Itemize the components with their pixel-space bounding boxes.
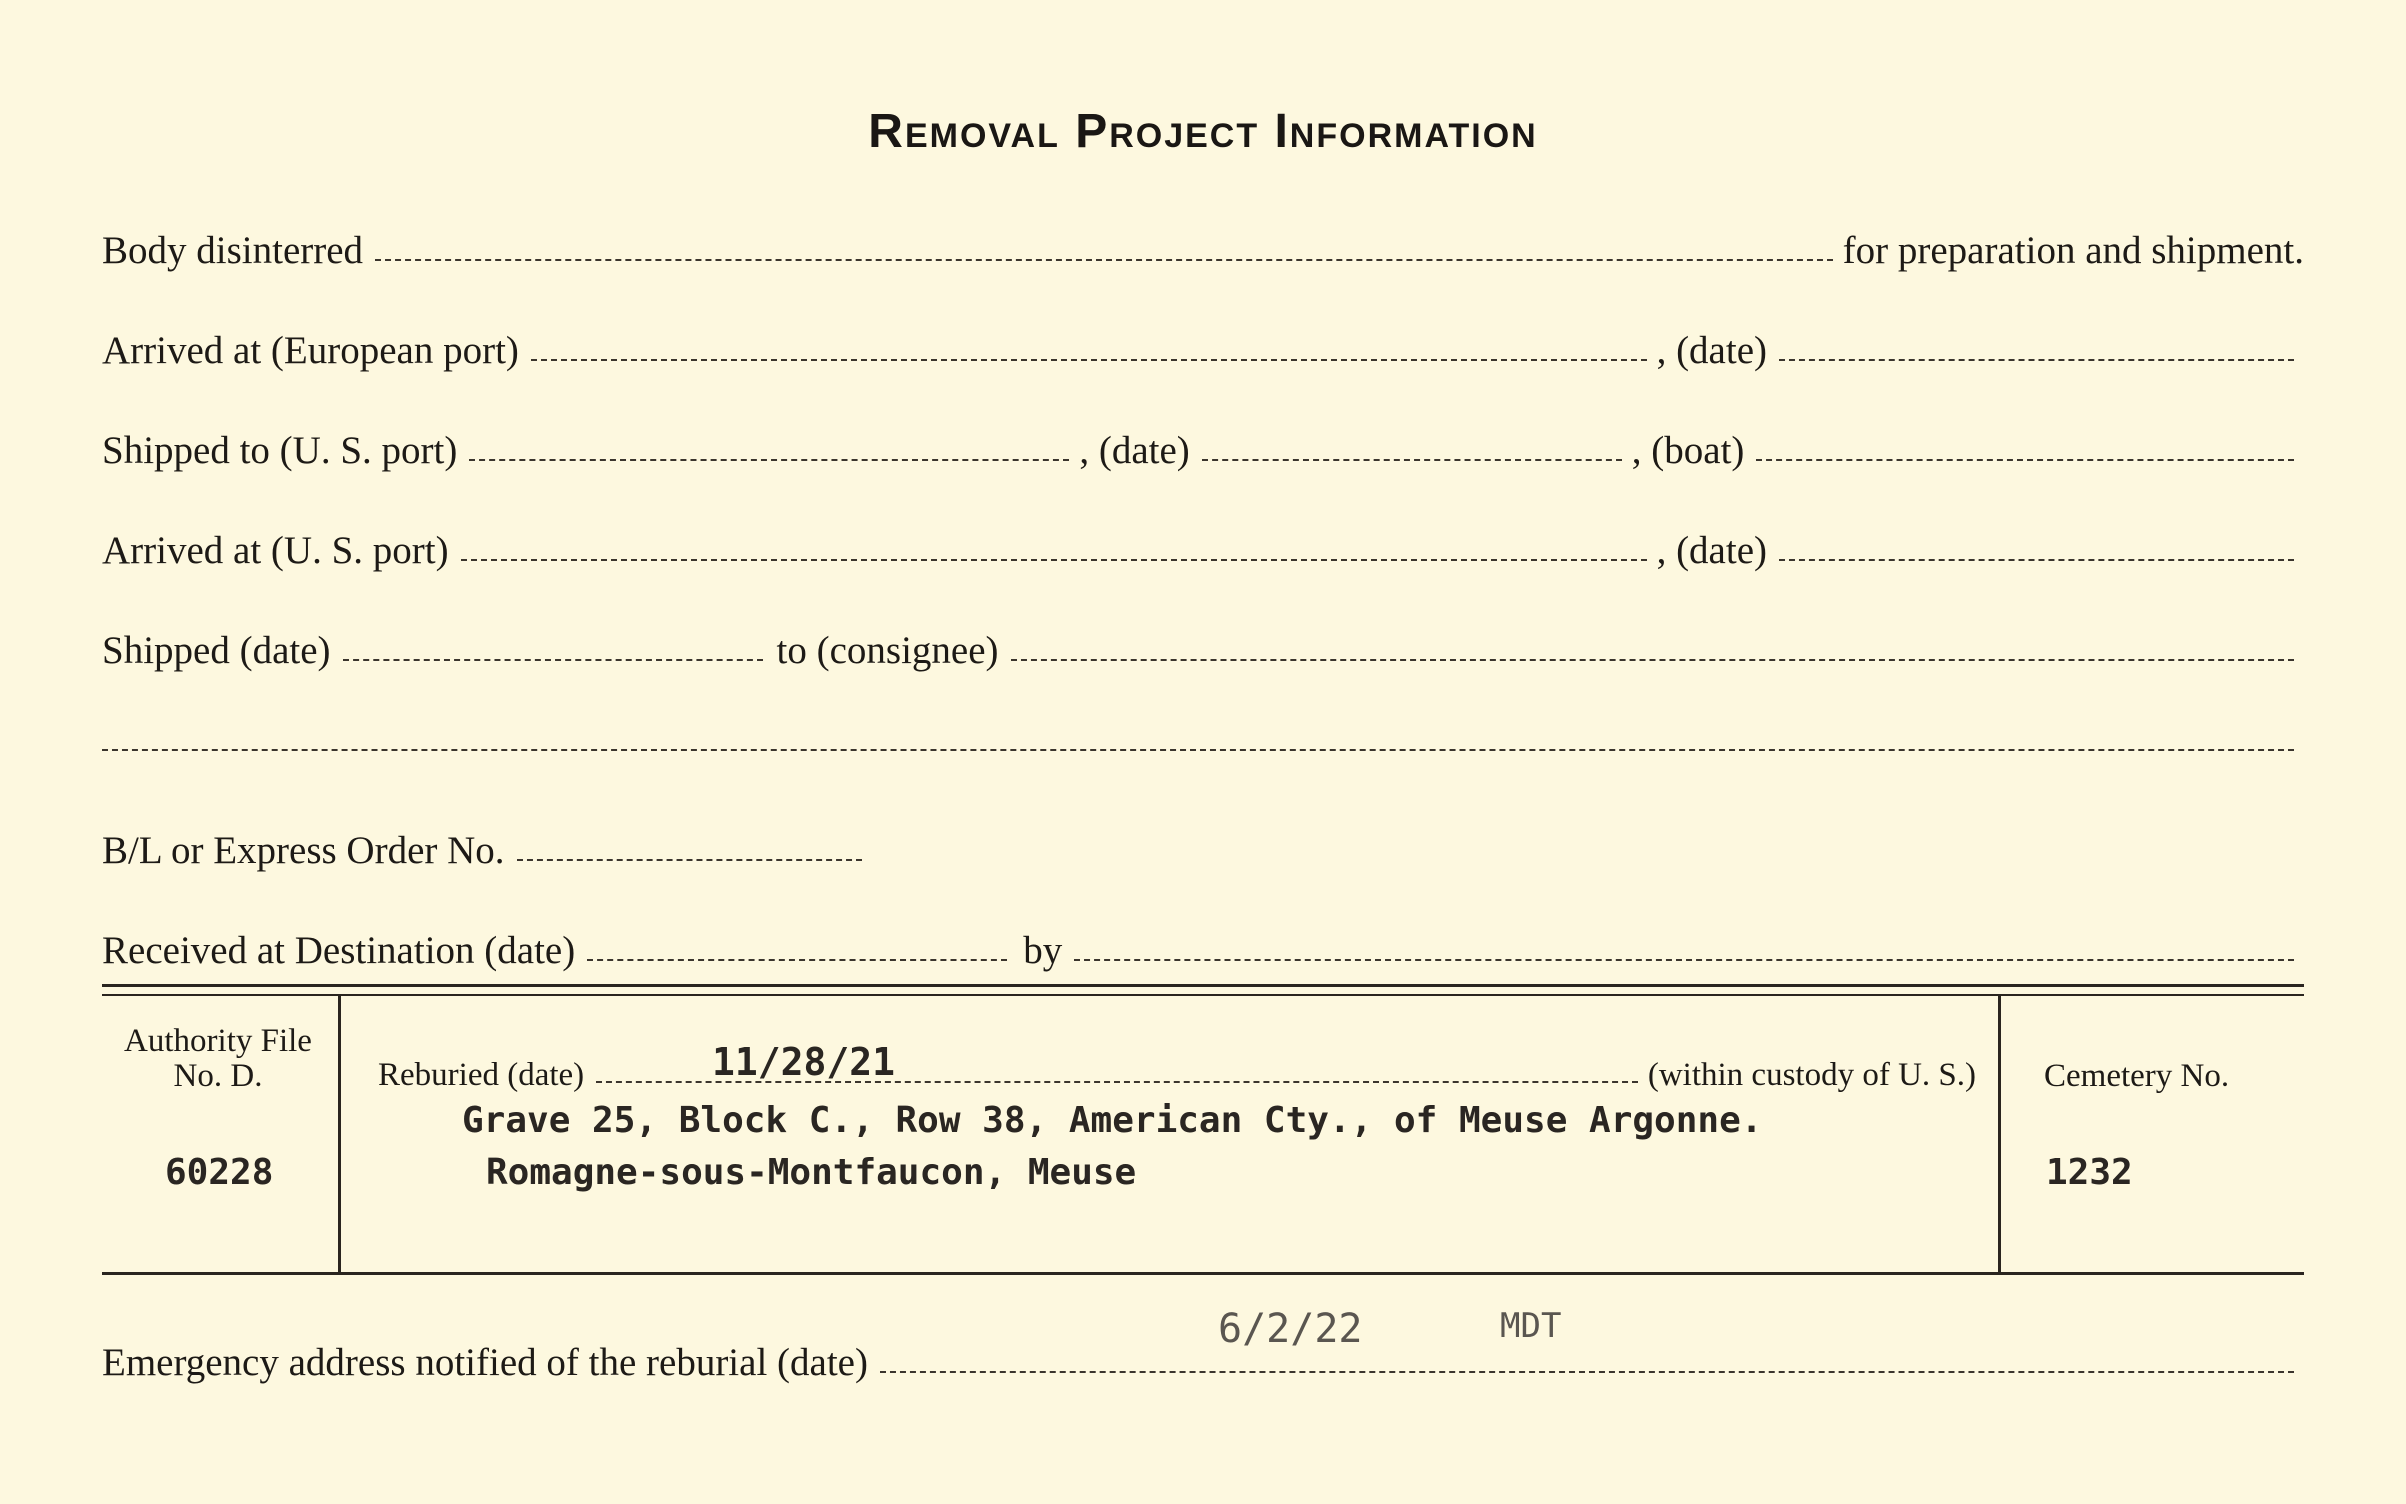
- authority-label: Authority File No. D.: [124, 1023, 312, 1094]
- arrived-us-date-label: , (date): [1656, 529, 1767, 572]
- arrived-european-line: [531, 359, 1647, 361]
- row-shipped-consignee: [102, 610, 2304, 670]
- boat-line: [1756, 459, 2294, 461]
- for-preparation-label: for preparation and shipment.: [1842, 229, 2304, 272]
- row-blank: [102, 700, 2304, 760]
- received-destination-label: Received at Destination (date): [102, 929, 576, 972]
- table-bottom-rule: [102, 1272, 2304, 1275]
- card-title: Removal Project Information: [868, 105, 1538, 158]
- row-arrived-us: [102, 510, 2304, 570]
- shipped-date-line: [1202, 459, 1622, 461]
- blank-line: [102, 749, 2294, 751]
- body-disinterred-label: Body disinterred: [102, 229, 364, 272]
- shipped-date-only-label: Shipped (date): [102, 629, 331, 672]
- cemetery-label: Cemetery No.: [2044, 1058, 2230, 1094]
- custody-label: (within custody of U. S.): [1647, 1057, 1976, 1093]
- row-body-disinterred: [102, 210, 2304, 270]
- row-arrived-european: [102, 310, 2304, 370]
- reburied-label: Reburied (date): [378, 1057, 585, 1093]
- arrived-us-line: [461, 559, 1647, 561]
- shipped-date-label: , (date): [1079, 429, 1190, 472]
- consignee-label: to (consignee): [776, 629, 999, 672]
- arrived-european-date-label: , (date): [1656, 329, 1767, 372]
- emergency-initials: MDT: [1500, 1306, 1562, 1346]
- emergency-date: 6/2/22: [1218, 1306, 1363, 1352]
- shipped-date-only-line: [343, 659, 763, 661]
- arrived-us-date-line: [1779, 559, 2294, 561]
- table-divider-left: [338, 996, 341, 1272]
- row-shipped-to-us: [102, 410, 2304, 470]
- body-disinterred-line: [375, 259, 1833, 261]
- by-label: by: [1023, 929, 1063, 972]
- emergency-label: Emergency address notified of the reburial (date): [102, 1341, 868, 1384]
- arrived-european-label: Arrived at (European port): [102, 329, 519, 372]
- grave-location: Grave 25, Block C., Row 38, American Cty., of Meuse Argonne.: [462, 1100, 1763, 1141]
- arrived-us-label: Arrived at (U. S. port): [102, 529, 449, 572]
- table-divider-right: [1998, 996, 2001, 1272]
- shipped-to-us-label: Shipped to (U. S. port): [102, 429, 458, 472]
- row-reburied: [378, 1032, 1976, 1092]
- received-destination-line: [587, 959, 1007, 961]
- bl-order-line: [517, 859, 862, 861]
- by-line: [1074, 959, 2294, 961]
- row-bl-order: [102, 810, 2304, 870]
- consignee-line: [1011, 659, 2294, 661]
- bl-order-label: B/L or Express Order No.: [102, 829, 505, 872]
- row-received-destination: [102, 910, 2304, 970]
- boat-label: , (boat): [1631, 429, 1745, 472]
- emergency-line: [880, 1371, 2294, 1373]
- table-top-rule-2: [102, 994, 2304, 996]
- authority-file-number: 60228: [165, 1152, 274, 1193]
- cemetery-town: Romagne-sous-Montfaucon, Meuse: [486, 1152, 1137, 1193]
- arrived-european-date-line: [1779, 359, 2294, 361]
- reburied-date: 11/28/21: [712, 1040, 896, 1084]
- shipped-to-us-line: [469, 459, 1069, 461]
- table-top-rule: [102, 984, 2304, 987]
- row-emergency: [102, 1322, 2304, 1382]
- cemetery-number: 1232: [2046, 1152, 2133, 1193]
